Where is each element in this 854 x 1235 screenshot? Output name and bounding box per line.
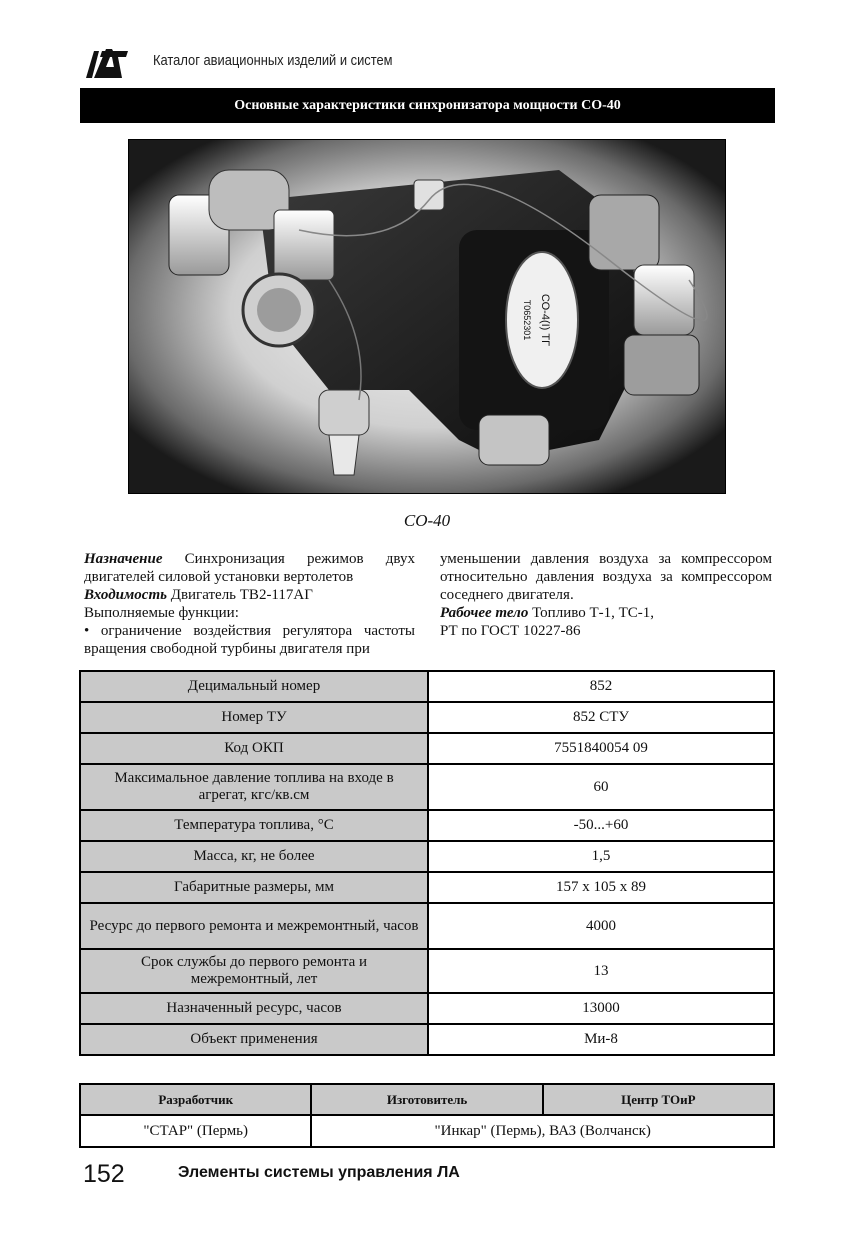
spec-value: 852 xyxy=(428,671,774,702)
spec-value: -50...+60 xyxy=(428,810,774,841)
spec-label: Срок службы до первого ремонта и межремонтный, лет xyxy=(80,949,428,993)
spec-row xyxy=(80,671,774,702)
header-manufacturer: Изготовитель xyxy=(311,1084,542,1115)
fluid-term: Рабочее тело xyxy=(440,605,529,621)
functions-heading: Выполняемые функции: xyxy=(84,605,239,621)
spec-label: Максимальное давление топлива на входе в агрегат, кгс/кв.см xyxy=(80,764,428,810)
spec-row xyxy=(80,702,774,733)
fluid-text-line1: Топливо Т-1, ТС-1, xyxy=(528,605,655,621)
purpose-text: Синхронизация режимов двух двигателей силовой установки вертолетов xyxy=(84,551,415,585)
header-service-center: Центр ТОиР xyxy=(543,1084,774,1115)
function-item-part1: • ограничение воздействия регулятора частоты вращения свободной турбины двигателя при xyxy=(84,623,415,657)
applicability-paragraph xyxy=(84,586,415,604)
product-photo xyxy=(128,139,726,494)
manufacturers-table xyxy=(79,1083,775,1148)
section-title: Элементы системы управления ЛА xyxy=(178,1164,460,1181)
manufacturers-header-row xyxy=(80,1084,774,1115)
fluid-paragraph xyxy=(440,604,772,640)
spec-value: 157 х 105 х 89 xyxy=(428,872,774,903)
spec-row xyxy=(80,810,774,841)
spec-row xyxy=(80,993,774,1024)
spec-row xyxy=(80,841,774,872)
spec-value: Ми-8 xyxy=(428,1024,774,1055)
spec-label: Номер ТУ xyxy=(80,702,428,733)
applicability-term: Входимость xyxy=(84,587,167,603)
spec-value: 852 СТУ xyxy=(428,702,774,733)
spec-value: 4000 xyxy=(428,903,774,949)
header-developer: Разработчик xyxy=(80,1084,311,1115)
specs-table xyxy=(79,670,775,1056)
description-left-column xyxy=(84,550,415,658)
fluid-text-line2: РТ по ГОСТ 10227-86 xyxy=(440,623,581,639)
nameplate-line2: Т0652301 xyxy=(522,299,532,341)
photo-caption: СО-40 xyxy=(403,511,451,530)
developer-cell: "СТАР" (Пермь) xyxy=(80,1115,311,1147)
spec-row xyxy=(80,764,774,810)
catalog-title: Каталог авиационных изделий и систем xyxy=(153,52,393,69)
spec-label: Ресурс до первого ремонта и межремонтный, часов xyxy=(80,903,428,949)
applicability-text: Двигатель ТВ2-117АГ xyxy=(166,587,313,603)
spec-label: Габаритные размеры, мм xyxy=(80,872,428,903)
spec-label: Децимальный номер xyxy=(80,671,428,702)
description-right-column xyxy=(440,550,772,640)
purpose-term: Назначение xyxy=(84,551,163,567)
spec-row xyxy=(80,733,774,764)
spec-value: 1,5 xyxy=(428,841,774,872)
spec-row xyxy=(80,1024,774,1055)
spec-value: 7551840054 09 xyxy=(428,733,774,764)
function-item-part2: уменьшении давления воздуха за компрессором относительно давления воздуха за компрессором соседнего двигателя. xyxy=(440,551,772,603)
spec-value: 13 xyxy=(428,949,774,993)
section-banner xyxy=(80,88,775,123)
spec-value: 60 xyxy=(428,764,774,810)
nameplate-line1: СО-4(I) ТГ xyxy=(539,293,551,347)
catalog-logo-icon xyxy=(84,45,130,79)
manufacturer-cell: "Инкар" (Пермь), ВАЗ (Волчанск) xyxy=(311,1115,774,1147)
spec-label: Код ОКП xyxy=(80,733,428,764)
spec-row xyxy=(80,903,774,949)
banner-title: Основные характеристики синхронизатора мощности СО-40 xyxy=(234,97,621,113)
spec-value: 13000 xyxy=(428,993,774,1024)
manufacturers-row xyxy=(80,1115,774,1147)
spec-label: Температура топлива, °С xyxy=(80,810,428,841)
spec-label: Масса, кг, не более xyxy=(80,841,428,872)
spec-label: Объект применения xyxy=(80,1024,428,1055)
spec-label: Назначенный ресурс, часов xyxy=(80,993,428,1024)
spec-row xyxy=(80,949,774,993)
purpose-paragraph xyxy=(84,550,415,586)
spec-row xyxy=(80,872,774,903)
page-number: 152 xyxy=(83,1160,125,1188)
